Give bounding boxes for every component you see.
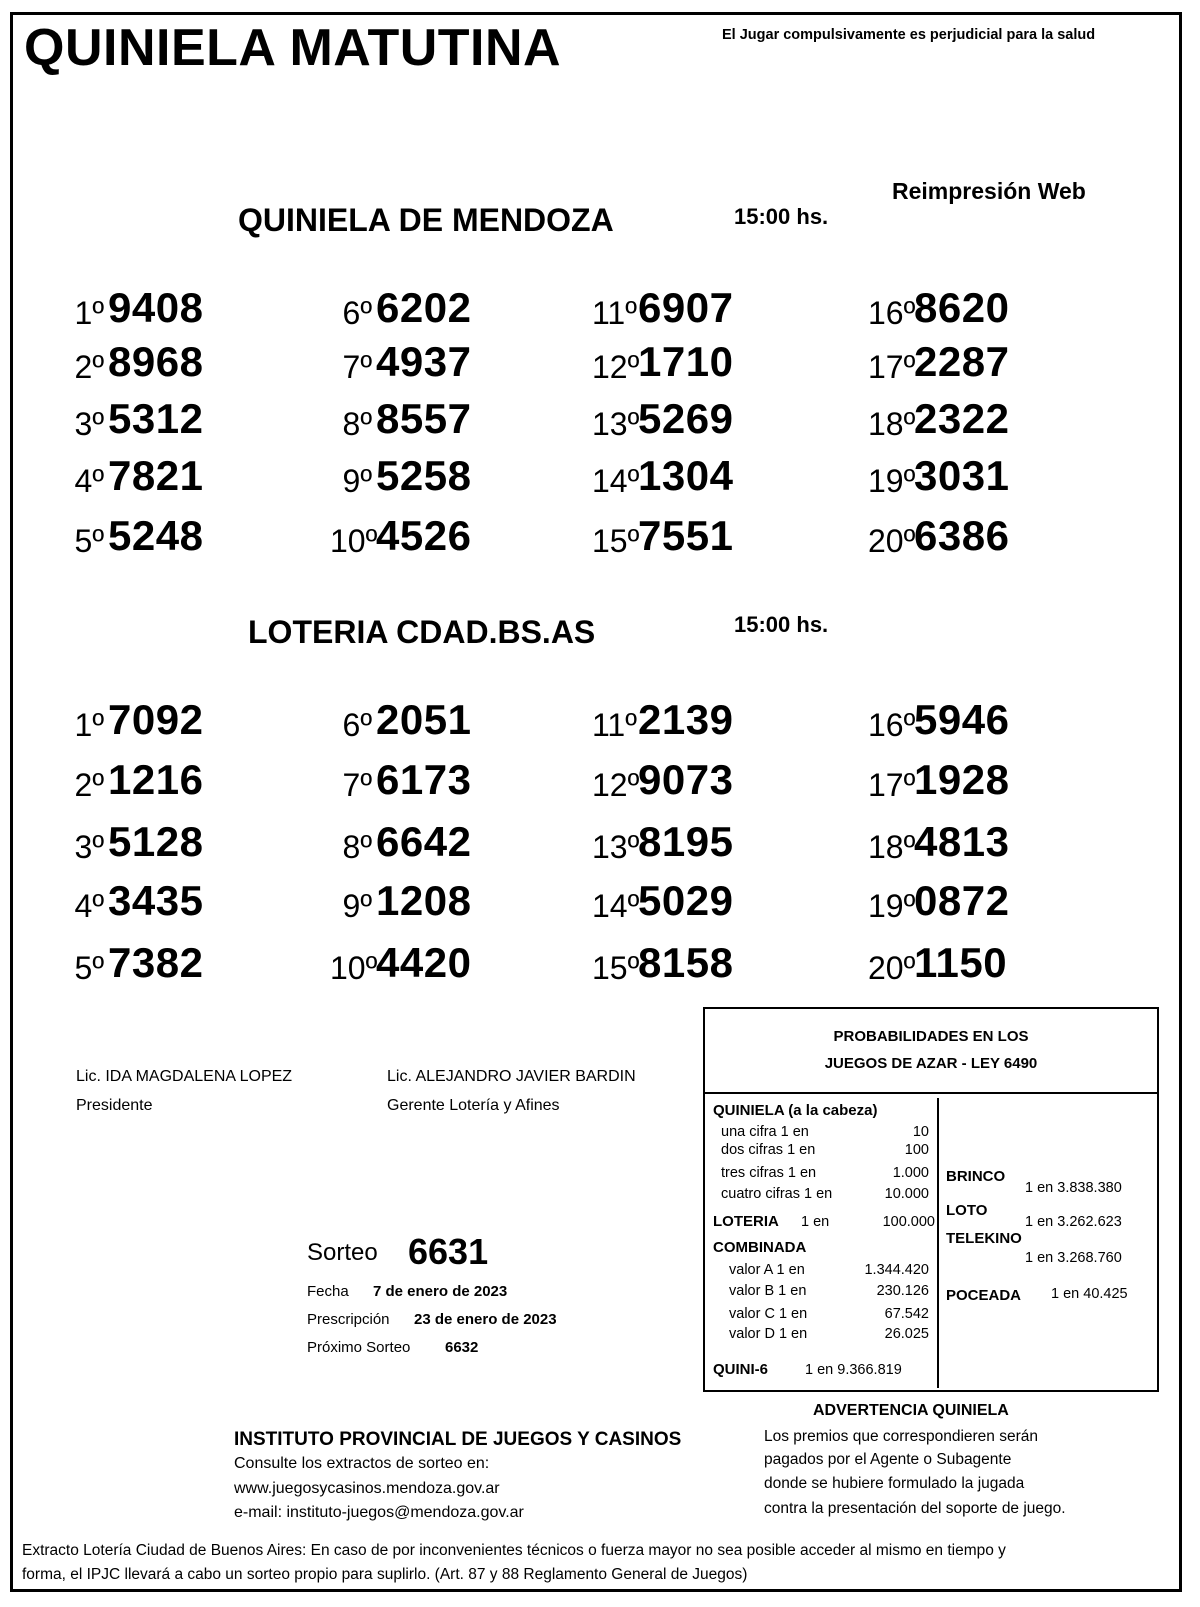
result-cell — [330, 284, 471, 332]
result-cell — [868, 512, 1009, 560]
result-position: 5º — [74, 950, 104, 986]
result-cell — [62, 877, 203, 925]
result-cell — [868, 818, 1009, 866]
result-position: 4º — [74, 888, 104, 924]
result-position: 4º — [74, 463, 104, 499]
result-position: 10º — [330, 523, 378, 559]
quiniela-row-label: cuatro cifras 1 en — [721, 1186, 833, 1202]
result-position: 17º — [868, 349, 916, 385]
result-position: 20º — [868, 950, 916, 986]
result-number: 7382 — [108, 939, 204, 986]
probabilities-title-1: PROBABILIDADES EN LOS — [833, 1028, 1029, 1045]
result-position: 10º — [330, 950, 378, 986]
result-number: 2322 — [914, 395, 1010, 442]
result-position: 8º — [342, 406, 372, 442]
loto-prob-label: LOTO — [946, 1202, 988, 1219]
result-position: 12º — [592, 767, 640, 803]
combinada-row-label: valor A 1 en — [729, 1262, 805, 1278]
result-cell — [592, 512, 733, 560]
quiniela-row-value: 1.000 — [892, 1165, 929, 1181]
quini6-prob-value: 1 en 9.366.819 — [805, 1362, 902, 1378]
result-cell — [330, 756, 471, 804]
quiniela-row-label: dos cifras 1 en — [721, 1142, 816, 1158]
result-number: 2287 — [914, 338, 1010, 385]
result-cell — [330, 512, 471, 560]
result-number: 6642 — [376, 818, 472, 865]
result-cell — [330, 939, 471, 987]
result-position: 13º — [592, 829, 640, 865]
result-number: 1928 — [914, 756, 1010, 803]
president-role: Presidente — [76, 1097, 153, 1114]
combinada-row-value: 67.542 — [884, 1306, 929, 1322]
result-position: 15º — [592, 523, 640, 559]
result-cell — [62, 395, 203, 443]
result-number: 7551 — [638, 512, 734, 559]
result-position: 18º — [868, 829, 916, 865]
quiniela-row-value: 10 — [912, 1124, 929, 1140]
result-number: 9408 — [108, 284, 204, 331]
result-cell — [62, 452, 203, 500]
result-cell — [62, 756, 203, 804]
loteria-prob-label: LOTERIA — [713, 1213, 779, 1230]
result-number: 4937 — [376, 338, 472, 385]
result-position: 2º — [74, 767, 104, 803]
result-number: 8158 — [638, 939, 734, 986]
result-position: 16º — [868, 295, 916, 331]
result-cell — [592, 395, 733, 443]
bsas-time: 15:00 hs. — [734, 612, 829, 637]
result-cell — [592, 338, 733, 386]
prescripcion-value: 23 de enero de 2023 — [414, 1311, 557, 1328]
result-position: 3º — [74, 406, 104, 442]
gambling-warning: El Jugar compulsivamente es perjudicial para la salud — [722, 27, 1096, 43]
result-position: 6º — [342, 707, 372, 743]
combinada-prob-label: COMBINADA — [713, 1239, 807, 1256]
result-position: 7º — [342, 349, 372, 385]
result-number: 7821 — [108, 452, 204, 499]
telekino-prob-value: 1 en 3.268.760 — [1025, 1250, 1122, 1266]
result-number: 5258 — [376, 452, 472, 499]
result-position: 20º — [868, 523, 916, 559]
sorteo-label: Sorteo — [307, 1239, 378, 1266]
result-cell — [592, 877, 733, 925]
page-title: QUINIELA MATUTINA — [24, 19, 562, 77]
result-number: 5312 — [108, 395, 204, 442]
combinada-row-label: valor B 1 en — [729, 1283, 807, 1299]
result-number: 6173 — [376, 756, 472, 803]
result-position: 9º — [342, 888, 372, 924]
result-position: 12º — [592, 349, 640, 385]
result-cell — [592, 452, 733, 500]
poceada-prob-value: 1 en 40.425 — [1051, 1286, 1128, 1302]
result-number: 9073 — [638, 756, 734, 803]
result-cell — [868, 939, 1007, 987]
result-position: 19º — [868, 888, 916, 924]
proximo-value: 6632 — [445, 1339, 479, 1356]
result-number: 1304 — [638, 452, 734, 499]
probabilities-box — [703, 1007, 1159, 1392]
advertencia-title: ADVERTENCIA QUINIELA — [813, 1402, 1009, 1419]
result-position: 11º — [592, 295, 637, 331]
brinco-prob-label: BRINCO — [946, 1168, 1006, 1185]
institute-website-link[interactable]: www.juegosycasinos.mendoza.gov.ar — [234, 1480, 500, 1497]
fecha-value: 7 de enero de 2023 — [373, 1283, 508, 1300]
probabilities-title-2: JUEGOS DE AZAR - LEY 6490 — [824, 1055, 1038, 1072]
result-position: 9º — [342, 463, 372, 499]
result-position: 6º — [342, 295, 372, 331]
result-cell — [62, 818, 203, 866]
result-position: 5º — [74, 523, 104, 559]
result-cell — [592, 756, 733, 804]
result-number: 5946 — [914, 696, 1010, 743]
advertencia-line: Los premios que correspondieren serán — [764, 1428, 1038, 1445]
result-number: 1710 — [638, 338, 734, 385]
result-position: 1º — [74, 295, 104, 331]
result-position: 18º — [868, 406, 916, 442]
result-number: 4813 — [914, 818, 1010, 865]
combinada-row-value: 230.126 — [876, 1283, 929, 1299]
result-cell — [62, 696, 203, 744]
result-position: 19º — [868, 463, 916, 499]
quiniela-row-label: tres cifras 1 en — [721, 1165, 817, 1181]
result-position: 16º — [868, 707, 916, 743]
combinada-row-label: valor C 1 en — [729, 1306, 808, 1322]
result-position: 11º — [592, 707, 637, 743]
quiniela-prob-label: QUINIELA (a la cabeza) — [713, 1102, 878, 1119]
result-position: 17º — [868, 767, 916, 803]
result-number: 8557 — [376, 395, 472, 442]
result-number: 6386 — [914, 512, 1010, 559]
result-number: 1216 — [108, 756, 204, 803]
quiniela-row-value: 100 — [904, 1142, 929, 1158]
result-number: 3435 — [108, 877, 204, 924]
result-number: 4526 — [376, 512, 472, 559]
brinco-prob-value: 1 en 3.838.380 — [1025, 1180, 1122, 1196]
result-position: 14º — [592, 463, 640, 499]
fecha-label: Fecha — [307, 1283, 349, 1300]
poceada-prob-label: POCEADA — [946, 1287, 1022, 1304]
result-cell — [330, 338, 471, 386]
result-number: 3031 — [914, 452, 1010, 499]
result-cell — [330, 818, 471, 866]
loteria-prob-en: 1 en — [801, 1214, 830, 1230]
result-position: 13º — [592, 406, 640, 442]
result-cell — [62, 338, 203, 386]
telekino-prob-label: TELEKINO — [946, 1230, 1022, 1247]
result-number: 6202 — [376, 284, 472, 331]
result-cell — [868, 284, 1009, 332]
prescripcion-label: Prescripción — [307, 1311, 390, 1328]
result-cell — [62, 512, 203, 560]
probabilities-header — [705, 1009, 1157, 1094]
result-number: 5248 — [108, 512, 204, 559]
result-position: 15º — [592, 950, 640, 986]
result-number: 7092 — [108, 696, 204, 743]
proximo-label: Próximo Sorteo — [307, 1339, 411, 1356]
result-position: 2º — [74, 349, 104, 385]
result-number: 0872 — [914, 877, 1010, 924]
result-cell — [868, 395, 1009, 443]
president-name: Lic. IDA MAGDALENA LOPEZ — [76, 1068, 293, 1085]
result-number: 2139 — [638, 696, 734, 743]
result-cell — [62, 939, 203, 987]
result-cell — [592, 284, 733, 332]
result-position: 14º — [592, 888, 640, 924]
result-cell — [330, 877, 471, 925]
result-cell — [868, 338, 1009, 386]
result-number: 1150 — [914, 939, 1008, 986]
bsas-title: LOTERIA CDAD.BS.AS — [248, 614, 596, 650]
footer-note-line-1: Extracto Lotería Ciudad de Buenos Aires: En caso de por inconvenientes técnicos o fuerza mayor no sea posible acceder al mismo en tiempo y — [22, 1542, 1006, 1559]
result-cell — [330, 696, 471, 744]
advertencia-line: contra la presentación del soporte de juego. — [764, 1500, 1066, 1517]
result-cell — [592, 939, 733, 987]
result-number: 1208 — [376, 877, 472, 924]
loteria-prob-value: 100.000 — [882, 1214, 935, 1230]
result-position: 7º — [342, 767, 372, 803]
institute-title: INSTITUTO PROVINCIAL DE JUEGOS Y CASINOS — [234, 1429, 682, 1450]
result-number: 5269 — [638, 395, 734, 442]
result-number: 5128 — [108, 818, 204, 865]
footer-note-line-2: forma, el IPJC llevará a cabo un sorteo propio para suplirlo. (Art. 87 y 88 Reglamento General de Juegos) — [22, 1566, 748, 1583]
result-cell — [330, 395, 471, 443]
result-number: 2051 — [376, 696, 472, 743]
advertencia-line: donde se hubiere formulado la jugada — [764, 1475, 1025, 1492]
result-cell — [868, 756, 1009, 804]
combinada-row-value: 1.344.420 — [864, 1262, 929, 1278]
institute-email-link[interactable]: e-mail: instituto-juegos@mendoza.gov.ar — [234, 1504, 524, 1521]
result-cell — [62, 284, 203, 332]
result-cell — [868, 696, 1009, 744]
result-number: 8195 — [638, 818, 734, 865]
result-cell — [592, 696, 733, 744]
combinada-row-label: valor D 1 en — [729, 1326, 808, 1342]
quiniela-row-label: una cifra 1 en — [721, 1124, 809, 1140]
result-position: 1º — [74, 707, 104, 743]
reprint-label: Reimpresión Web — [892, 178, 1086, 204]
result-number: 5029 — [638, 877, 734, 924]
quini6-prob-label: QUINI-6 — [713, 1361, 769, 1378]
result-number: 6907 — [638, 284, 734, 331]
result-number: 8968 — [108, 338, 204, 385]
institute-consult-text: Consulte los extractos de sorteo en: — [234, 1455, 490, 1472]
combinada-row-value: 26.025 — [884, 1326, 929, 1342]
result-cell — [868, 877, 1009, 925]
result-position: 3º — [74, 829, 104, 865]
result-cell — [330, 452, 471, 500]
result-cell — [868, 452, 1009, 500]
sorteo-number: 6631 — [408, 1231, 489, 1272]
quiniela-row-value: 10.000 — [884, 1186, 929, 1202]
result-cell — [592, 818, 733, 866]
mendoza-title: QUINIELA DE MENDOZA — [238, 202, 614, 238]
loto-prob-value: 1 en 3.262.623 — [1025, 1214, 1122, 1230]
manager-role: Gerente Lotería y Afines — [387, 1097, 560, 1114]
result-number: 8620 — [914, 284, 1010, 331]
mendoza-time: 15:00 hs. — [734, 204, 829, 229]
result-position: 8º — [342, 829, 372, 865]
result-number: 4420 — [376, 939, 472, 986]
advertencia-line: pagados por el Agente o Subagente — [764, 1451, 1012, 1468]
manager-name: Lic. ALEJANDRO JAVIER BARDIN — [387, 1068, 636, 1085]
